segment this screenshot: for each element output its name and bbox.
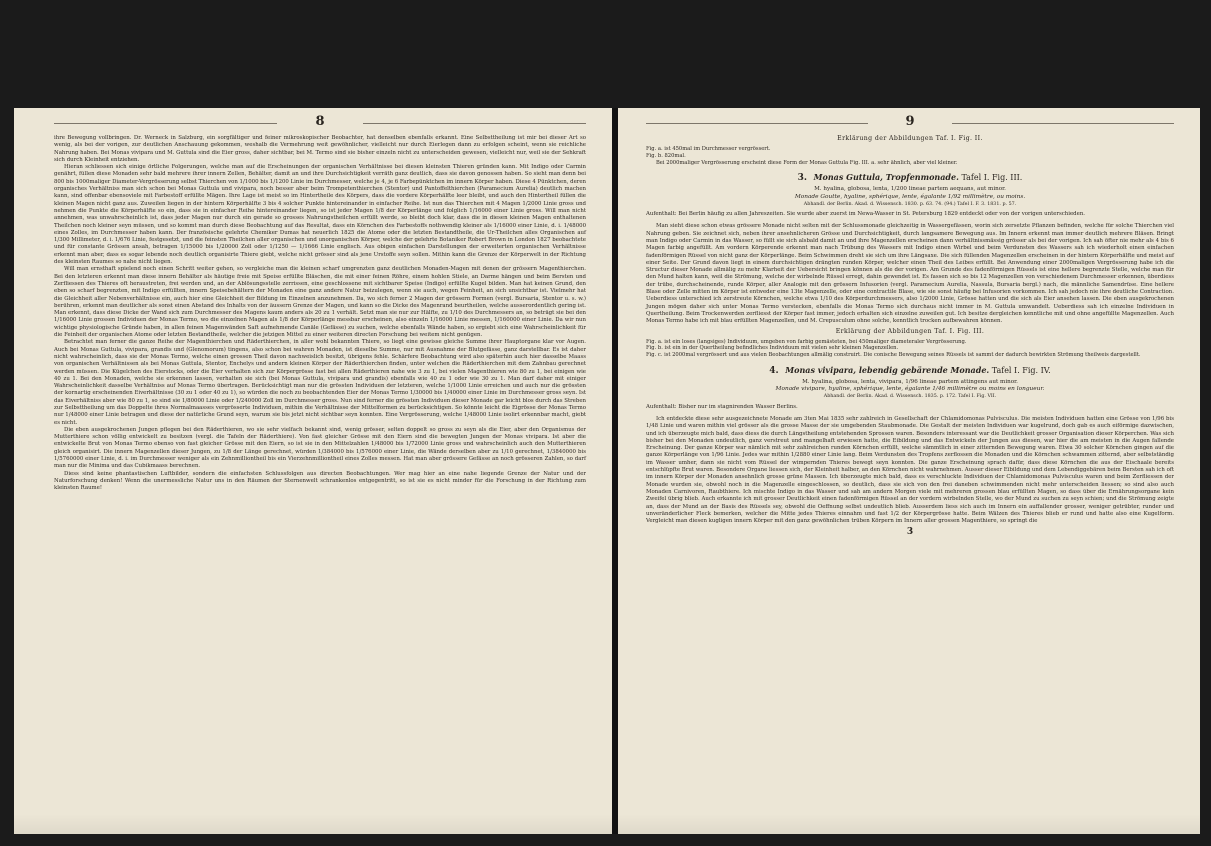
- page-shade: [14, 814, 612, 834]
- section-3-name: Monas Guttula, Tropfenmonade.: [813, 172, 959, 183]
- right-page: [618, 108, 1200, 834]
- left-paragraph-4: Betrachtet man ferner die ganze Reihe der Magenthierchen und Räderthierchen, in aller wohl bekannten Thiere, so liegt eine gewisse gleiche Summe ihrer Hauptorgane klar vor Augen. Auch bei Monas Guttula, vivipara, grandis und (Glenomorum) tingens, also schon bei wahren Monaden, ist dieselbe Summe, nur mit Ausnahme der Blutgefässe, ganz darstellbar. Es ist daher nicht wahrscheinlich, dass sie der Monas Termo, welche einen grossen Theil davon nachweislich besitzt, übrigens fehle. Schärfere Beobachtung wird also späterhin auch hier dasselbe Maass von organischen Verhältnissen als bei Monas Guttula, Stentor, Enchelys und andern kleinen Körper der Räderthierchen finden, unter welchen die Räderthierchen mit dem Zahnbau gerechnet werden müssen. Die Kügelchen des Eierstocks, oder die Eier verhalten sich zur Körpergrösse fast bei allen Räderthieren nahe wie 3 zu 1, bei vielen Magenthieren wie 80 zu 1, bei einigen wie 40 zu 1. Bei den Monaden, welche sie erkennen lassen, verhalten sie sich (bei Monas Guttula, vivipara und grandis) ebenfalls wie 40 zu 1 oder wie 30 zu 1. Man darf daher mit einiger Wahrscheinlichkeit dasselbe Verhältniss auf Monas Termo übertragen. Berücksichtigt man nur die grössten Individuen der letzteren, welche 1/1000 Linie erreichen und auch nur die grössten der kornartig erscheinenden Eiverhältnisse (30 zu 1 oder 40 zu 1), so würden die noch zu beobachtenden Eier der Monas Termo 1/30000 bis 1/40000 einer Linie im Durchmesser gross seyn. Ist das Eiverhältniss aber wie 80 zu 1, so sind sie 1/80000 Linie oder 1/240000 Zoll im Durchmesser gross. Nun sind ferner die grössten Individuen dieser Monade gar leicht blos durch das Streben zur Selbsttheilung um das Doppelte ihres Normalmaasses vergrösserte Individuen, mithin die Verhältnisse der Mittelformen zu berücksichtigen. So könnte leicht die Eigrösse der Monas Termo nur 1/48000 einer Linie betragen und diese der natürliche Grund seyn, warum sie bis jetzt nicht sichtbar seyn konnten. Eine Vergrösserung, welche 1/48000 Linie isolirt erkennbar macht, giebt es nicht.: [54, 339, 586, 426]
- left-paragraph-2: Hieran schliessen sich einige örtliche Folgerungen, welche man auf die Erscheinungen der organischen Verhältnisse bei diesen kleinsten Thieren gründen kann. Mit Indigo oder Carmin genährt, füllen diese Monaden sehr bald mehrere ihrer innern Zellen, Behälter, damit an und ihre Durchsichtigkeit verräth ganz deutlich, dass sie davon genossen haben. So sieht man denn bei 800 bis 1000maliger Diameter-Vergrösserung selbst Thierchen von 1/1000 bis 1/1200 Linie im Durchmesser, welche je 4, je 6 Farbepünktchen im innern Körper haben. Diese 4 Pünktchen, deren organisches Verhältniss man sich schon bei Monas Guttula und vivipara, noch besser aber beim Trompetenthierchen (Stentor) und Pantoffelthierchen (Paramecium Aurelia) deutlich machen kann, sind offenbar ebensoviele mit Farbestoff erfüllte Mägen. Ihre Lage ist meist so im Hintertheile des Körpers, dass die vordere Körperhälfte leer bleibt, und auch den Hintertheil füllen die kleinen Magen nicht ganz aus. Zuweilen liegen in der hintern Körperhälfte 3 bis 4 solcher Punkte hintereinander in einfacher Reihe. Ist nun das Thierchen mit 4 Magen 1/2000 Linie gross und nehmen die Punkte die Körperhälfte so ein, dass sie in einfacher Reihe hintereinander liegen, so ist jeder Magen 1/8 der Körperlänge und folglich 1/16000 einer Linie gross. Will man nicht annehmen, was unwahrscheinlich ist, dass jeder Magen nur durch ein gerade so grosses Nahrungstheilchen erfüllt werde, so bleibt doch klar, dass die in diesen kleinen Magen enthaltenen Theilchen noch kleiner seyn müssen, und so kommt man durch diese Beobachtung auf das Resultat, dass ein Körnchen des Farbestoffs nothwendig kleiner als 1/16000 einer Linie, d. i. 1/48000 eines Zolles, im Durchmesser haben kann. Der französische gelehrte Chemiker Dumas hat neuerlich 1825 die Atome oder die letzten Bestandtheile, die Ur-Theilchen alles Organischen auf 1/300 Millimeter, d. i. 1/676 Linie, festgesetzt, und die feinsten Theilchen aller organischen und unorganischen Körper, welche der gelehrte Botaniker Robert Brown in London 1827 beobachtete und für constante Grössen ansah, betragen 1/15000 bis 1/20000 Zoll oder 1/1250 — 1/1666 Linie englisch. Aus obigen einfachen Darstellungen der erweiterten organischen Verhältnisse erkennt man aber, dass es sogar lebende noch deutlich organisirte Thiere giebt, welche nicht grösser sind als jene Urstoffe seyn sollen. Mithin kann die Grenze der Körperwelt in der Richtung des kleinsten Raumes so nahe nicht liegen.: [54, 164, 586, 266]
- section-3-plate: Tafel I. Fig. III.: [961, 173, 1023, 183]
- explanation-heading-fig-ii: Erklärung der Abbildungen Taf. I. Fig. II.: [837, 135, 983, 142]
- section-3-description: Man sieht diese schon etwas grössere Monade nicht selten mit der Schlussmonade gleichzeitig in Wassergefässen, worin sich zersetzte Pflanzen befinden, welche für solche Thierchen viel Nahrung geben. Sie zeichnet sich, neben ihrer ansehnlicheren Grösse und Durchsichtigkeit, durch langsamere Bewegung aus. Im Innern erkennt man immer deutlich mehrere Bläsen. Bringt man Indigo oder Carmin in das Wasser, so füllt sie sich alsbald damit an und ihre Magenzellen erscheinen dann verhältnissmässig grösser als bei der vorigen. Ich sah öfter nie mehr als 4 bis 6 Magen farbig angefüllt. Am vordern Körperende erkennt man nach Trübung des Wassers mit Indigo einen Wirbel und beim Verdunsten des Wassers sah ich wiederholt einen einfachen fadenförmigen Rüssel von nicht ganz der Körperlänge. Beim Schwimmen dreht sie sich um ihre Längsaxe. Die sich füllenden Magenzellen erscheinen in der hintern Körperhälfte und meist auf einer Seite. Der Grund davon liegt in einem durchsichtigen drängten runden Körper, welcher einen Theil des Leibes erfüllt. Bei Anwendung einer 2000maligen Vergrösserung habe ich die Structur dieser Monade allmälig zu mehr Klarheit der Uebersicht bringen können als die der vorigen. Am Grunde des fadenförmigen Rüssels ist eine hellere begrenzte Stelle, welche man für den Mund halten kann, weil die Strömung, welche der wirbelnde Rüssel erregt, dahin gewendet ist. Es fassen sich so bis 12 Magenzellen von verschiedenem Durchmesser erkennen, überdiess der trübe, durchscheinende, runde Körper, aller Analogie mit den grössern Infusorien (vergl. Paramecium Aurelia, Nassula, Bursaria bergl.) nach, die männliche Samendrüse. Eine hellere Blase oder Zelle mitten im Körper ist entweder eine 13te Magenzelle, oder eine contractile Blase, wie sie sonst häufig bei Infusorien vorkommen. Ich sah jedoch nie ihre deutliche Contraction. Ueberdiess unterschied ich zerstreute Körnchen, welche etwa 1/10 des Körperdurchmessers, also 1/2000 Linie, Grösse hatten und die sich als Eier ansehen lassen. Die eben ausgekrochenen Jungen mögen daher sich unter Monas Termo verstecken, ebenfalls die Monas Termo sich durchaus nicht immer in M. Guttula umwandelt. Ueberdiess sah ich einzelne Individuen in Quertheilung. Beim Trockenwerden zerfliesst der Körper fast immer, jedoch erhalten sich einzelne zuweilen gut. Ich besitze dergleichen kenntliche mit und ohne angefüllte Magenzellen. Auch Monas Termo habe ich mit blau erfüllten Magenzellen, und M. Crepusculum ohne solche, kenntlich trocken aufbewahren können.: [646, 223, 1174, 325]
- section-4-plate: Tafel I. Fig. IV.: [991, 365, 1051, 375]
- page-shade: [618, 814, 1200, 834]
- section-3-title: [646, 172, 1174, 184]
- explanation-heading-fig-iii: Erklärung der Abbildungen Taf. I. Fig. III.: [835, 327, 985, 335]
- left-page-number: 8: [54, 114, 586, 129]
- figure-caption-line: Fig. b. ist ein in der Quertheilung befindliches Individuum mit vielen sehr kleinen Magenzellen.: [646, 345, 899, 352]
- left-page: [14, 108, 612, 834]
- figure-caption-line: Fig. a. ist ein loses (langsiges) Individuum, umgeben von farbig gemästeten, bei 450maliger diameteraler Vergrösserung.: [646, 338, 967, 345]
- left-paragraph-1: ihre Bewegung vollbringen. Dr. Werneck in Salzburg, ein sorgfältiger und feiner mikroskopischer Beobachter, hat denselben ebenfalls erkannt. Eine Selbsttheilung ist mir bei dieser Art so wenig, als bei der vorigen, zur deutlichen Anschauung gekommen, weshalb die Vermehrung weit gewöhnlicher, vielleicht nur durch Eierlegen dann zu erfolgen scheint, wenn sie reichliche Nahrung haben. Bei Monas vivipara und M. Guttula sind die Eier gross, daher sichtbar, bei M. Termo sind sie bisher einzeln nicht zu unterscheiden gewesen, vielleicht nur, weil sie der Sehkraft sich durch Kleinheit entziehen.: [54, 135, 586, 163]
- section-3-number: 3.: [797, 173, 808, 184]
- figure-caption-line: Bei 2000maliger Vergrösserung erscheint diese Form der Monas Guttula Fig. III. a. sehr ähnlich, aber viel kleiner.: [656, 159, 958, 166]
- right-page-number: 9: [646, 114, 1174, 129]
- figure-caption-line: Fig. c. ist 2000mal vergrössert und aus vielen Beobachtungen allmälig construirt. Die conische Bewegung seines Rüssels ist sammt der dadurch bewirkten Strömung theilweis dargestellt.: [646, 352, 1141, 359]
- figure-caption-line: Fig. b. 820mal.: [646, 152, 686, 159]
- section-4-latin-diagnosis: M. hyalina, globosa, lenta, vivipara, 1/96 lineae partem attingens aut minor.: [802, 378, 1018, 385]
- left-paragraph-3: Will man ernsthaft spielend noch einen Schritt weiter gehen, so vergleiche man die kleinen scharf umgrenzten ganz deutlichen Monaden-Magen mit denen der grössern Magenthierchen. Bei den letzteren erkennt man diese innern Behälter als häutige freie mit Speise erfüllte Bläschen, die mit einer feinen Röhre, einem hohlen Stiele, an Darme hängen und beim Bersten und Zerfliessen des Thieres oft heraustreten, frei werden und, an der Ablösungsstelle zerrissen, eine geschlossene mit sichtbarer Speise (Indigo) erfüllte Kugel bilden. Man hat keinen Grund, den eben so scharf begrenzten, mit Indigo erfüllten, innern Speisebehältern der Monaden eine ganz andere Natur beizulegen, wenn sie auch, wegen Feinheit, an sich unsichtbar ist. Vielmehr hat die Gleichheit aller Nebenverhältnisse ein, auch hier eine Gleichheit der Bildung im Einzelnen anzunehmen. Da, wo sich ferner 2 Magen der grössern Formen (vergl. Bursaria, Stentor u. s. w.) berühren, erkennt man deutlicher als sonst einen Abstand des Inhalts von der äussern Grenze der Magen, und kann so die Dicke des Magenrand beurtheilen, welche ausserordentlich gering ist. Man erkennt, dass diese Dicke der Wand sich zum Durchmesser des Magens kaum anders als 20 zu 1 verhält. Setzt man sie nur zur Hälfte, zu 1/10 des Durchmessers an, so beträgt sie bei den 1/16000 Linie grossen Individuen der Monas Termo, wo die einzelnen Magen als 1/8 der Körperlänge messbar erscheinen, also einzeln 1/16000 Linie messen, 1/160000 einer Linie. Da wir nun wichtige physiologische Gründe haben, in allen feinen Magenwänden Saft aufnehmende Canäle (Gefässe) zu suchen, welche ebenfalls Wände haben, so ergiebt sich eine Wahrscheinlichkeit für die Feinheit der organischen Atome oder letzten Bestandtheile, welcher die jetzigen Mittel zu einer weiteren directen Forschung bei weitem nicht genügen.: [54, 266, 586, 339]
- section-4-reference: Abhandl. der Berlin. Akad. d. Wissensch. 1835. p. 172. Tafel I. Fig. VII.: [823, 394, 997, 400]
- left-paragraph-6: Diess sind keine phantastischen Luftbilder, sondern die einfachsten Schlussfolgen aus directen Beobachtungen. Wer mag hier an eine nahe liegende Grenze der Natur und der Naturforschung denken! Wenn die unermessliche Natur uns in den Räumen der Sternenwelt schrankenlos entgegentritt, so ist sie es nicht minder für die Forschung in der Richtung zum kleinsten Raume!: [54, 470, 586, 492]
- section-4-number: 4.: [769, 365, 779, 376]
- section-4-description: Ich entdeckte diese sehr ausgezeichnete Monade am 3ten Mai 1835 sehr zahlreich in Gesellschaft der Chlamidomonas Pulvisculus. Die meisten Individuen hatten eine Grösse von 1/96 bis 1/48 Linie und waren mithin viel grösser als die grosse Masse der sie umgebenden Staubmonade. Die Gestalt der meisten Individuen war kugelrund, doch gab es auch eiförmige dazwischen, und ich überzeugte mich bald, dass diess die durch Längstheilung entstehenden Sprossen waren. Besonders interessant war die Deutlichkeit grosser Organisation dieser Körperchen. Was sich bisher bei den Monaden undeutlich, ganz verstreut und mangelhaft erwiesen hatte, die Eibildung und das Entwickeln der Jungen aus diesen, war hier die am meisten in die Augen fallende Erscheinung. Der ganze Körper war nämlich mit sehr zahlreichen runden Körnchen erfüllt, welche sämmtlich in einer zitternden Bewegung waren. Etwa 30 solcher Körnchen gingen auf die ganze Körperlänge von 1/96 Linie. Jedes war mithin 1/2880 einer Linie lang. Beim Verdunsten des Tropfens zerflossen die Monaden und die Körnchen schwammen zitternd, aber selbstständig im Wasser umher, dann sie nicht vom Rüssel der wimpernden Thieres bewegt seyn konnten. Die ganze Erscheinung sprach dafür, dass diese Körnchen die aus der Eischaale bereits entschlüpfte Brut waren. Besondere Organe liessen sich, der Kleinheit halber, an den Körnchen nicht wahrnehmen. Ausser dieser Eibildung und dem Lebendiggebären beim Bersten sah ich oft im innern Körper der Monaden ansehnlich grosse grüne Massen. Ich überzeugte mich bald, dass es verschluckte Individuen der Chlamidomonas Pulvisculus waren und beim Zerfliessen der Monade wurden sie, obwohl noch in die Magenzelle eingeschlossen, so deutlich, dass sie sich von den frei daneben schwimmenden nicht mehr unterscheiden liessen; so sind also auch Monaden Carnivoren, Raubthiere. Ich mischte Indigo in das Wasser und sah am andern Morgen viele mit mehreren grossen blau erfüllten Magen, so dass über die Ernährungsorgane kein Zweifel übrig blieb. Auch erkannte ich mit grosser Deutlichkeit einen fadenförmigen Rüssel an der vordern wirbelnden Stelle, wo der Mund zu suchen zu seyn schien; und die Strömung zeigte an, dass der Mund an der Basis des Rüssels sey, obwohl die Oeffnung selbst undeutlich blieb. Ausserdem liess sich auch im Innern ein auffallender grosser, weniger getrübter, runder und unveränderlicher Fleck bemerken, welcher die Mitte jedes Thieres einnahm und fast 1/2 der Körpergrösse hatte. Beim Wälzen des Thieres blieb er rund und hatte also eine Kugelform. Vergleicht man diesen kugligen innern Körper mit den ganz gewöhnlichen trüben Körpern im Innern aller grossen Magenthiere, so springt die: [646, 415, 1174, 525]
- section-4-name: Monas vivipara, lebendig gebärende Monade.: [785, 364, 990, 375]
- figure-caption-line: Fig. a. ist 450mal im Durchmesser vergrössert.: [646, 146, 771, 152]
- section-3-french-diagnosis: Monade Goutte, hyaline, sphérique, lente, égalante 1/92 millimètre, ou moins.: [794, 193, 1026, 200]
- section-4-french-diagnosis: Monade vivipare, hyaline, sphérique, lente, égalante 1/46 millimètre ou moins en longueur.: [775, 386, 1045, 393]
- section-3-habitat: Aufenthalt: Bei Berlin häufig zu allen Jahreszeiten. Sie wurde aber zuerst im Newa-Wasser in St. Petersburg 1829 entdeckt oder von der vorigen unterschieden.: [646, 211, 1086, 218]
- section-3-latin-diagnosis: M. hyalina, globosa, lenta, 1/200 lineae partem aequans, aut minor.: [814, 186, 1006, 193]
- left-page-body: [54, 135, 586, 493]
- left-paragraph-5: Die eben ausgekrochenen Jungen pflegen bei den Räderthieren, wo sie sehr vielfach bekannt sind, wenig grösser, selten doppelt so gross zu seyn als die Eier, aber den Organismus der Mutterthiere schon völlig entwickelt zu besitzen (vergl. die Tafeln der Räderthiere). Von fast gleicher Grösse mit den Eiern sind die bewegten Jungen der Monas vivipara. Ist aber die entwickelte Brut von Monas Termo ebenso von fast gleicher Grösse mit den Eiern, so ist sie in den Mittelzahlen 1/48000 bis 1/72000 Linie gross und wahrscheinlich auch den Mutterthieren gleich organisirt. Die innern Magenzellen dieser Jungen, zu 1/8 der Länge gerechnet, würden 1/384000 bis 1/576000 einer Linie, die Wände derselben aber zu 1/10 gerechnet, 1/3840000 bis 1/5760000 einer Linie, d. i. im Durchmesser weniger als ein Zehnmilliontheil bis ein Vierzehnmilliontheil eines Zolles messen. Hat man aber grössere Gefässe an noch grösseren Zahlen, so darf man nur die Minima und das Cubikmaass berechnen.: [54, 426, 586, 470]
- section-4-habitat: Aufenthalt: Bisher nur im stagnirenden Wasser Berlins.: [646, 403, 798, 410]
- section-3-reference: Abhandl. der Berlin. Akad. d. Wissensch. 1830. p. 63. 74. (94.) Tafel I. F. 3. 1831. p. 57.: [803, 201, 1017, 207]
- section-4-title: [646, 365, 1174, 377]
- signature-mark: 3: [906, 527, 914, 538]
